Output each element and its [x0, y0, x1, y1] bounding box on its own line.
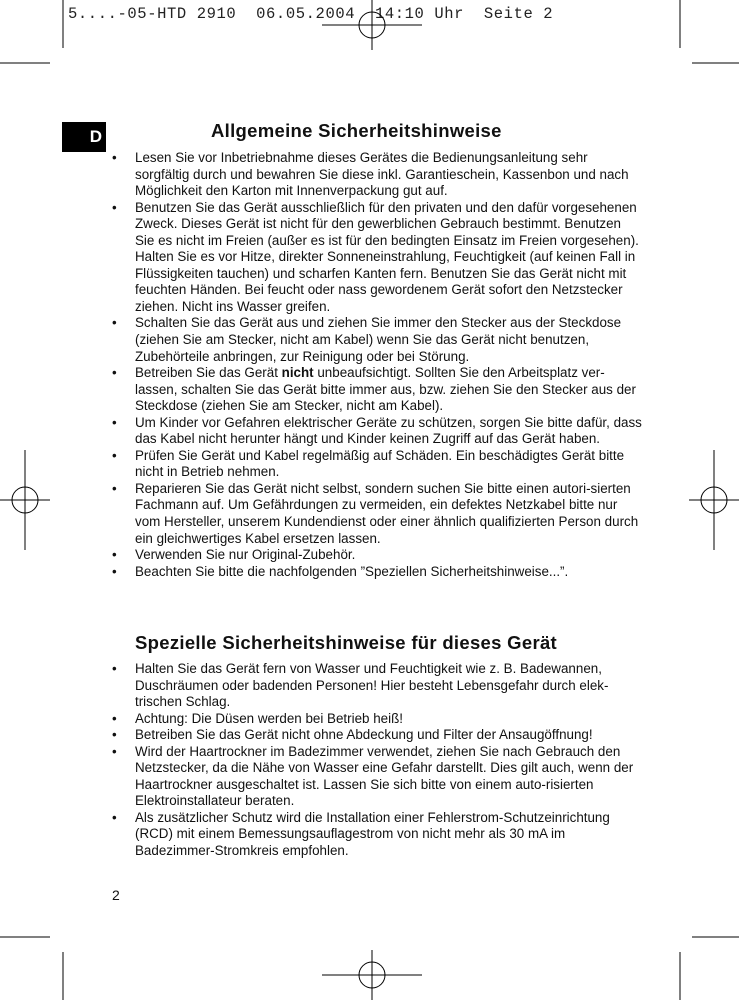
list-item [112, 547, 644, 564]
list-item [112, 365, 644, 415]
list-item-text: Prüfen Sie Gerät und Kabel regelmäßig auf Schäden. Ein beschädigtes Gerät bitte nicht in Betrieb nehmen. [135, 447, 625, 480]
list-item [112, 481, 644, 547]
section-heading-device-specific: Spezielle Sicherheitshinweise für dieses Gerät [135, 632, 557, 653]
bullet: • [112, 315, 117, 331]
list-item [112, 448, 644, 481]
bullet: • [112, 743, 117, 759]
list-item-text: Reparieren Sie das Gerät nicht selbst, sondern suchen Sie bitte einen autori-sierten Fachmann auf. Um Gefährdungen zu vermeiden, ein defektes Netzkabel bitte nur vom Hersteller, unserem Kundendienst oder einer ähnlich qualifizierten Person durch ein gleichwertiges Kabel ersetzen lassen. [135, 480, 639, 546]
registration-mark-top [322, 0, 422, 50]
print-slug-header: 5....-05-HTD 2910 06.05.2004 14:10 Uhr Seite 2 [68, 5, 554, 23]
registration-mark-left [0, 450, 50, 550]
list-item [112, 315, 644, 365]
list-item [112, 711, 644, 728]
list-item-text: Um Kinder vor Gefahren elektrischer Geräte zu schützen, sorgen Sie bitte dafür, dass das Kabel nicht herunter hängt und Kinder keinen Zugriff auf das Gerät haben. [135, 414, 642, 447]
list-item-text-start: Betreiben Sie das Gerät [135, 365, 282, 381]
bullet: • [112, 547, 117, 563]
general-safety-list [112, 150, 644, 580]
list-item-text: Schalten Sie das Gerät aus und ziehen Sie immer den Stecker aus der Steckdose (ziehen Sie am Stecker, nicht am Kabel) wenn Sie das Gerät nicht benutzen, Zubehörteile anbringen, zur Reinigung oder bei Störung. [135, 315, 622, 364]
list-item-text: Betreiben Sie das Gerät nicht ohne Abdeckung und Filter der Ansaugöffnung! [135, 727, 593, 743]
list-item-text-end: unbeaufsichtigt. Sollten Sie den Arbeitsplatz ver-lassen, schalten Sie das Gerät bitte immer aus, bzw. ziehen Sie den Stecker aus der Steckdose (ziehen Sie am Stecker, nicht am Kabel). [135, 365, 636, 414]
list-item [112, 744, 644, 810]
list-item [112, 415, 644, 448]
list-item-text: Beachten Sie bitte die nachfolgenden ”Speziellen Sicherheitshinweise...”. [135, 563, 569, 579]
language-tab: D [62, 122, 106, 152]
list-item-text: Verwenden Sie nur Original-Zubehör. [135, 547, 356, 563]
list-item [112, 810, 644, 860]
bullet: • [112, 447, 117, 463]
bullet: • [112, 150, 117, 165]
bullet: • [112, 710, 117, 726]
list-item [112, 661, 644, 711]
bullet: • [112, 809, 117, 825]
page-number: 2 [112, 887, 120, 903]
bullet: • [112, 199, 117, 215]
emphasis-text: nicht [281, 365, 314, 381]
bullet: • [112, 563, 117, 579]
bullet: • [112, 480, 117, 496]
registration-mark-bottom [322, 950, 422, 1000]
list-item [112, 564, 644, 581]
list-item [112, 150, 644, 200]
section-heading-general: Allgemeine Sicherheitshinweise [211, 120, 502, 141]
list-item-text: Als zusätzlicher Schutz wird die Installation einer Fehlerstrom-Schutzeinrichtung (RCD) mit einem Bemessungsauflagestrom von nicht mehr als 30 mA im Badezimmer-Stromkreis empfohlen. [135, 809, 610, 859]
list-item [112, 200, 644, 316]
list-item-text: Halten Sie das Gerät fern von Wasser und Feuchtigkeit wie z. B. Badewannen, Duschräumen oder badenden Personen! Hier besteht Lebensgefahr durch elek-trischen Schlag. [135, 661, 609, 710]
bullet: • [112, 414, 117, 430]
list-item-text: Lesen Sie vor Inbetriebnahme dieses Gerätes die Bedienungsanleitung sehr sorgfältig durch und bewahren Sie diese inkl. Garantieschein, Kassenbon und nach Möglichkeit den Karton mit Innenverpackung gut auf. [135, 150, 629, 199]
registration-mark-right [689, 450, 739, 550]
bullet: • [112, 661, 117, 676]
bullet: • [112, 365, 117, 381]
device-safety-list [112, 661, 644, 860]
bullet: • [112, 727, 117, 743]
list-item [112, 727, 644, 744]
list-item-text: Wird der Haartrockner im Badezimmer verwendet, ziehen Sie nach Gebrauch den Netzstecker, da die Nähe von Wasser eine Gefahr darstellt. Dies gilt auch, wenn der Haartrockner ausgeschaltet ist. Lassen Sie sich bitte von einem auto-risierten Elektroinstallateur beraten. [135, 743, 634, 809]
list-item-text: Benutzen Sie das Gerät ausschließlich für den privaten und den dafür vorgesehenen Zweck. Dieses Gerät ist nicht für den gewerblichen Gebrauch bestimmt. Benutzen Sie es nicht im Freien (außer es ist für den bedingten Einsatz im Freien vorgesehen). Halten Sie es vor Hitze, direkter Sonneneinstrahlung, Feuchtigkeit (auf keinen Fall in Flüssigkeiten tauchen) und scharfen Kanten fern. Benutzen Sie das Gerät nicht mit feuchten Händen. Bei feucht oder nass gewordenem Gerät sofort den Netzstecker ziehen. Nicht ins Wasser greifen. [135, 199, 639, 314]
list-item-text: Achtung: Die Düsen werden bei Betrieb heiß! [135, 710, 403, 726]
